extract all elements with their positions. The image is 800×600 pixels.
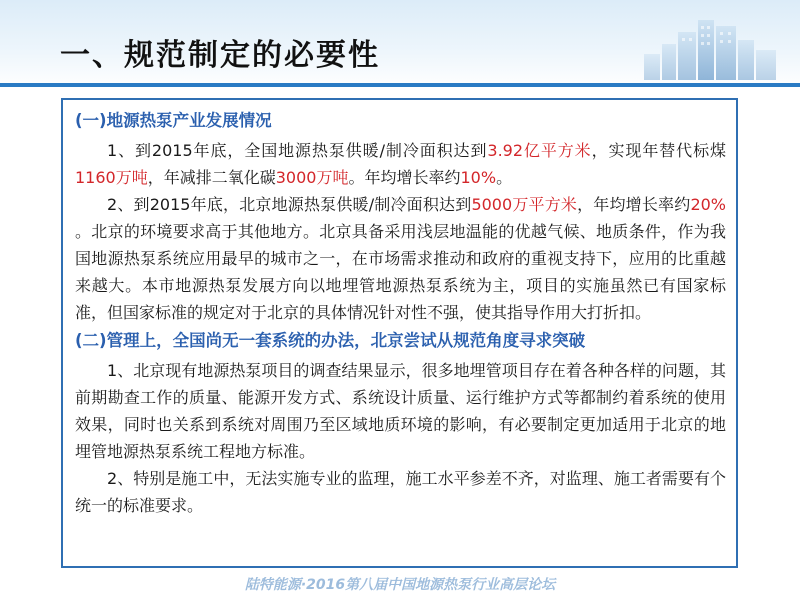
p2-text-2: ，年均增长率约	[577, 195, 691, 214]
paragraph-3: 1、北京现有地源热泵项目的调查结果显示，很多地埋管项目存在着各种各样的问题，其前期勘查工作的质量、能源开发方式、系统设计质量、运行维护方式等都制约着系统的使用效果，同时也关系到系统对周围乃至区域地质环境的影响，有必要制定更加适用于北京的地埋管地源热泵系统工程地方标准。	[75, 361, 726, 461]
p1-text-3: ，年减排二氧化碳	[147, 168, 276, 187]
p2-text-1: 2、到2015年底，北京地源热泵供暖/制冷面积达到	[107, 195, 472, 214]
paragraph-1	[75, 137, 726, 191]
content-panel	[61, 98, 738, 568]
slide-header	[0, 0, 800, 88]
p1-text-4: 。年均增长率约	[348, 168, 461, 187]
section-heading-1: (一)地源热泵产业发展情况	[75, 111, 272, 130]
p1-highlight-coal: 1160万吨	[75, 168, 148, 187]
p2-highlight-growth: 20%	[690, 195, 726, 214]
header-divider	[0, 83, 800, 87]
p1-highlight-growth: 10%	[460, 168, 497, 187]
paragraph-4: 2、特别是施工中，无法实施专业的监理，施工水平参差不齐，对监理、施工者需要有个统一的标准要求。	[75, 469, 726, 515]
city-skyline-icon	[640, 14, 780, 80]
content-body	[75, 108, 726, 519]
p2-highlight-area: 5000万平方米	[471, 195, 578, 214]
paragraph-2	[75, 191, 726, 326]
p2-text-3: 。北京的环境要求高于其他地方。北京具备采用浅层地温能的优越气候、地质条件，作为我国地源热泵系统应用最早的城市之一，在市场需求推动和政府的重视支持下，应用的比重越来越大。本市地源热泵发展方向以地埋管地源热泵系统为主，项目的实施虽然已有国家标准，但国家标准的规定对于北京的具体情况针对性不强，使其指导作用大打折扣。	[75, 222, 726, 322]
section-heading-2: (二)管理上，全国尚无一套系统的办法，北京尝试从规范角度寻求突破	[75, 331, 586, 350]
slide-title: 一、规范制定的必要性	[60, 38, 380, 73]
p1-highlight-co2: 3000万吨	[275, 168, 349, 187]
p1-text-1: 1、到2015年底，全国地源热泵供暖/制冷面积达到	[107, 141, 488, 160]
p1-text-5: 。	[496, 168, 513, 187]
slide-footer: 陆特能源·2016第八届中国地源热泵行业高层论坛	[244, 577, 556, 593]
p1-highlight-area: 3.92亿平方米	[487, 141, 592, 160]
p1-text-2: ，实现年替代标煤	[591, 141, 726, 160]
